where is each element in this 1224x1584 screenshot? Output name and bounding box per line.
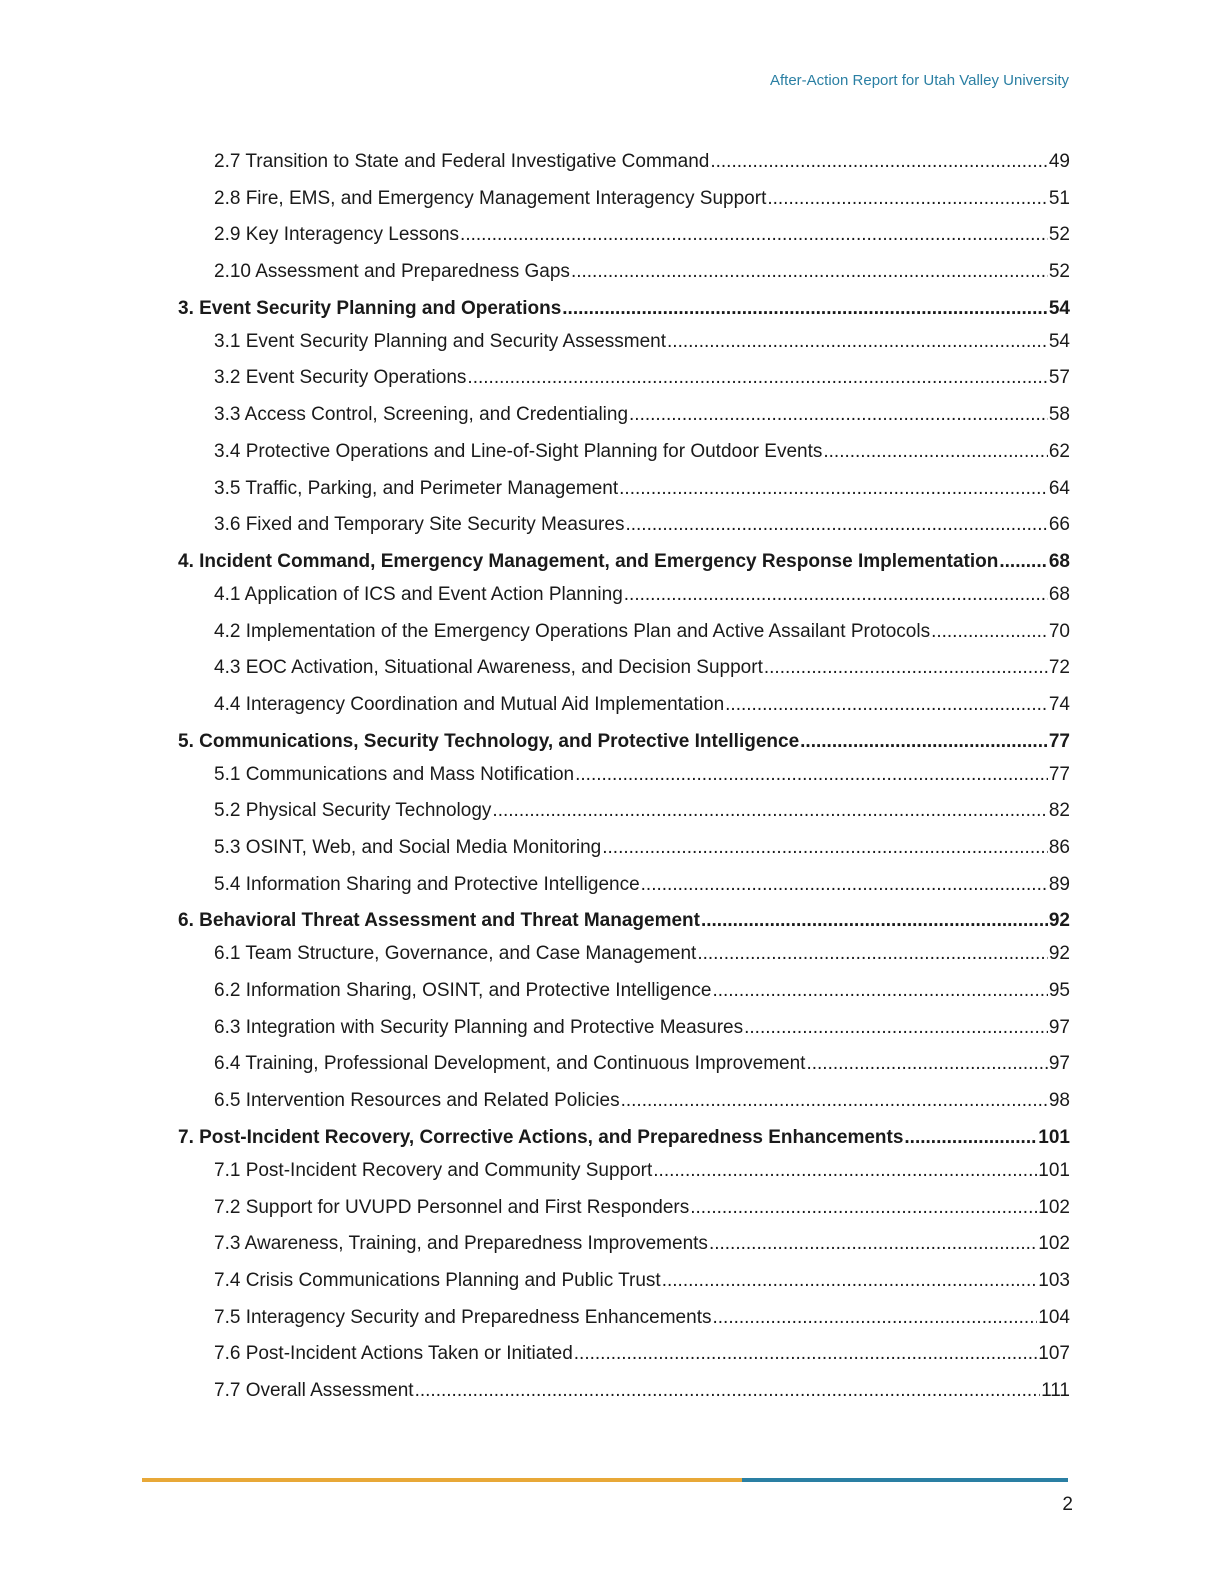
running-header: After-Action Report for Utah Valley University xyxy=(770,72,1069,89)
toc-entry[interactable] xyxy=(178,763,1070,787)
toc-entry[interactable] xyxy=(178,330,1070,354)
toc-entry[interactable] xyxy=(178,1196,1070,1220)
toc-entry-page-number: 86 xyxy=(1048,837,1070,858)
footer-rule xyxy=(142,1478,1068,1482)
toc-dot-leader xyxy=(764,656,1048,680)
toc-dot-leader xyxy=(725,693,1048,717)
toc-entry[interactable] xyxy=(178,979,1070,1003)
toc-section-heading[interactable] xyxy=(178,297,1070,321)
toc-entry-title: 2.10 Assessment and Preparedness Gaps xyxy=(214,261,570,283)
toc-entry-title: 4. Incident Command, Emergency Management, and Emergency Response Implementation xyxy=(178,550,999,572)
toc-entry-page-number: 102 xyxy=(1038,1196,1070,1218)
toc-entry-page-number: 62 xyxy=(1048,440,1070,462)
toc-entry-page-number: 97 xyxy=(1048,1016,1070,1038)
toc-dot-leader xyxy=(619,477,1048,501)
toc-entry-title: 4.3 EOC Activation, Situational Awareness, and Decision Support xyxy=(214,657,763,679)
toc-dot-leader xyxy=(575,763,1048,787)
toc-entry-title: 7.5 Interagency Security and Preparedness Enhancements xyxy=(214,1306,712,1328)
toc-entry-title: 5. Communications, Security Technology, and Protective Intelligence xyxy=(178,730,800,752)
toc-dot-leader xyxy=(701,909,1048,933)
toc-section-heading[interactable] xyxy=(178,550,1070,574)
toc-entry-title: 5.2 Physical Security Technology xyxy=(214,800,492,822)
toc-entry-title: 5.1 Communications and Mass Notification xyxy=(214,763,575,785)
toc-entry-title: 3.4 Protective Operations and Line-of-Sight Planning for Outdoor Events xyxy=(214,440,823,462)
toc-entry[interactable] xyxy=(178,799,1070,823)
toc-entry-page-number: 103 xyxy=(1038,1269,1070,1291)
footer-rule-blue-segment xyxy=(742,1478,1068,1482)
toc-entry-title: 6.3 Integration with Security Planning and Protective Measures xyxy=(214,1016,744,1038)
toc-entry-title: 7.3 Awareness, Training, and Preparedness Improvements xyxy=(214,1233,708,1255)
toc-dot-leader xyxy=(709,1232,1037,1256)
toc-dot-leader xyxy=(690,1196,1037,1220)
toc-entry-title: 3.1 Event Security Planning and Security Assessment xyxy=(214,330,667,352)
toc-dot-leader xyxy=(574,1342,1038,1366)
toc-entry-page-number: 102 xyxy=(1038,1233,1070,1255)
toc-entry-title: 5.4 Information Sharing and Protective Intelligence xyxy=(214,873,640,895)
toc-dot-leader xyxy=(653,1159,1037,1183)
toc-entry[interactable] xyxy=(178,1052,1070,1076)
toc-entry-title: 7.2 Support for UVUPD Personnel and First Responders xyxy=(214,1196,690,1218)
toc-entry[interactable] xyxy=(178,187,1070,211)
toc-entry-page-number: 54 xyxy=(1048,330,1070,352)
toc-entry-page-number: 66 xyxy=(1048,514,1070,536)
toc-dot-leader xyxy=(823,440,1048,464)
toc-entry-page-number: 68 xyxy=(1048,583,1070,605)
toc-entry-title: 4.2 Implementation of the Emergency Operations Plan and Active Assailant Protocols xyxy=(214,620,931,642)
toc-entry-page-number: 52 xyxy=(1048,224,1070,246)
page-number: 2 xyxy=(1062,1494,1073,1515)
toc-entry-page-number: 101 xyxy=(1038,1126,1070,1148)
toc-entry[interactable] xyxy=(178,403,1070,427)
toc-entry[interactable] xyxy=(178,942,1070,966)
toc-entry[interactable] xyxy=(178,477,1070,501)
toc-entry-title: 3.2 Event Security Operations xyxy=(214,367,467,389)
toc-entry-title: 7.6 Post-Incident Actions Taken or Initiated xyxy=(214,1343,573,1365)
toc-entry-title: 2.9 Key Interagency Lessons xyxy=(214,224,460,246)
toc-entry-title: 4.1 Application of ICS and Event Action Planning xyxy=(214,583,623,605)
toc-dot-leader xyxy=(710,150,1048,174)
toc-entry[interactable] xyxy=(178,1159,1070,1183)
toc-dot-leader xyxy=(667,330,1048,354)
toc-entry[interactable] xyxy=(178,1379,1070,1403)
toc-entry-page-number: 64 xyxy=(1048,477,1070,499)
toc-dot-leader xyxy=(999,550,1047,574)
toc-dot-leader xyxy=(712,1306,1037,1330)
toc-entry[interactable] xyxy=(178,223,1070,247)
toc-dot-leader xyxy=(571,260,1048,284)
toc-dot-leader xyxy=(744,1016,1048,1040)
toc-entry[interactable] xyxy=(178,1016,1070,1040)
toc-entry-page-number: 54 xyxy=(1048,297,1070,319)
toc-entry-page-number: 92 xyxy=(1048,910,1070,932)
toc-entry[interactable] xyxy=(178,873,1070,897)
toc-entry[interactable] xyxy=(178,366,1070,390)
toc-entry-title: 6.4 Training, Professional Development, and Continuous Improvement xyxy=(214,1053,806,1075)
toc-entry-title: 6.5 Intervention Resources and Related Policies xyxy=(214,1090,620,1112)
toc-dot-leader xyxy=(767,187,1048,211)
toc-entry-title: 7.7 Overall Assessment xyxy=(214,1379,414,1401)
toc-entry[interactable] xyxy=(178,836,1070,860)
toc-entry[interactable] xyxy=(178,620,1070,644)
toc-entry-page-number: 97 xyxy=(1048,1053,1070,1075)
toc-dot-leader xyxy=(629,403,1048,427)
toc-dot-leader xyxy=(641,873,1048,897)
toc-entry-page-number: 52 xyxy=(1048,261,1070,283)
toc-entry-title: 3.5 Traffic, Parking, and Perimeter Management xyxy=(214,477,619,499)
toc-section-heading[interactable] xyxy=(178,909,1070,933)
toc-entry-page-number: 74 xyxy=(1048,693,1070,715)
toc-entry-title: 6.1 Team Structure, Governance, and Case Management xyxy=(214,943,697,965)
toc-entry[interactable] xyxy=(178,513,1070,537)
toc-entry-page-number: 82 xyxy=(1048,800,1070,822)
toc-entry-title: 3.3 Access Control, Screening, and Credentialing xyxy=(214,404,629,426)
toc-entry-title: 2.8 Fire, EMS, and Emergency Management Interagency Support xyxy=(214,187,767,209)
toc-section-heading[interactable] xyxy=(178,730,1070,754)
toc-entry[interactable] xyxy=(178,150,1070,174)
toc-entry-page-number: 57 xyxy=(1048,367,1070,389)
toc-entry-title: 7.1 Post-Incident Recovery and Community Support xyxy=(214,1159,653,1181)
toc-section-heading[interactable] xyxy=(178,1126,1070,1150)
toc-dot-leader xyxy=(460,223,1048,247)
footer-rule-gold-segment xyxy=(142,1478,742,1482)
toc-entry[interactable] xyxy=(178,1342,1070,1366)
toc-dot-leader xyxy=(624,583,1048,607)
toc-entry[interactable] xyxy=(178,656,1070,680)
toc-entry[interactable] xyxy=(178,583,1070,607)
toc-entry[interactable] xyxy=(178,440,1070,464)
toc-entry-page-number: 70 xyxy=(1048,620,1070,642)
toc-entry-page-number: 111 xyxy=(1041,1379,1070,1401)
toc-dot-leader xyxy=(415,1379,1041,1403)
toc-entry-page-number: 49 xyxy=(1048,151,1070,172)
toc-entry[interactable] xyxy=(178,1089,1070,1113)
toc-entry-page-number: 77 xyxy=(1048,730,1070,752)
toc-entry-page-number: 58 xyxy=(1048,404,1070,426)
toc-entry-page-number: 72 xyxy=(1048,657,1070,679)
toc-dot-leader xyxy=(800,730,1048,754)
toc-dot-leader xyxy=(621,1089,1048,1113)
toc-dot-leader xyxy=(625,513,1047,537)
toc-entry[interactable] xyxy=(178,1306,1070,1330)
toc-dot-leader xyxy=(904,1126,1037,1150)
toc-entry-page-number: 77 xyxy=(1048,763,1070,785)
toc-entry-page-number: 107 xyxy=(1038,1343,1070,1365)
toc-entry-title: 3.6 Fixed and Temporary Site Security Measures xyxy=(214,514,625,536)
toc-entry-page-number: 51 xyxy=(1048,187,1070,209)
toc-entry-title: 6.2 Information Sharing, OSINT, and Protective Intelligence xyxy=(214,980,712,1002)
toc-dot-leader xyxy=(492,799,1047,823)
toc-entry-page-number: 89 xyxy=(1048,873,1070,895)
toc-dot-leader xyxy=(562,297,1048,321)
toc-entry-page-number: 95 xyxy=(1048,980,1070,1002)
toc-dot-leader xyxy=(806,1052,1047,1076)
toc-entry[interactable] xyxy=(178,1232,1070,1256)
toc-entry-page-number: 68 xyxy=(1048,550,1070,572)
toc-dot-leader xyxy=(467,366,1047,390)
toc-entry-title: 7. Post-Incident Recovery, Corrective Actions, and Preparedness Enhancements xyxy=(178,1126,904,1148)
toc-dot-leader xyxy=(662,1269,1038,1293)
toc-entry-page-number: 92 xyxy=(1048,943,1070,965)
toc-entry-page-number: 104 xyxy=(1038,1306,1070,1328)
toc-dot-leader xyxy=(712,979,1047,1003)
toc-entry-title: 2.7 Transition to State and Federal Investigative Command xyxy=(214,151,710,172)
toc-entry-title: 7.4 Crisis Communications Planning and Public Trust xyxy=(214,1269,661,1291)
toc-dot-leader xyxy=(931,620,1048,644)
table-of-contents xyxy=(178,150,1070,1416)
toc-entry-page-number: 101 xyxy=(1038,1159,1070,1181)
toc-entry[interactable] xyxy=(178,1269,1070,1293)
toc-entry-title: 6. Behavioral Threat Assessment and Threat Management xyxy=(178,910,700,932)
toc-entry-title: 4.4 Interagency Coordination and Mutual Aid Implementation xyxy=(214,693,725,715)
toc-entry-title: 3. Event Security Planning and Operations xyxy=(178,297,562,319)
toc-entry[interactable] xyxy=(178,693,1070,717)
toc-dot-leader xyxy=(697,942,1048,966)
toc-entry[interactable] xyxy=(178,260,1070,284)
toc-entry-title: 5.3 OSINT, Web, and Social Media Monitoring xyxy=(214,837,602,858)
toc-dot-leader xyxy=(602,836,1048,860)
toc-entry-page-number: 98 xyxy=(1048,1090,1070,1112)
